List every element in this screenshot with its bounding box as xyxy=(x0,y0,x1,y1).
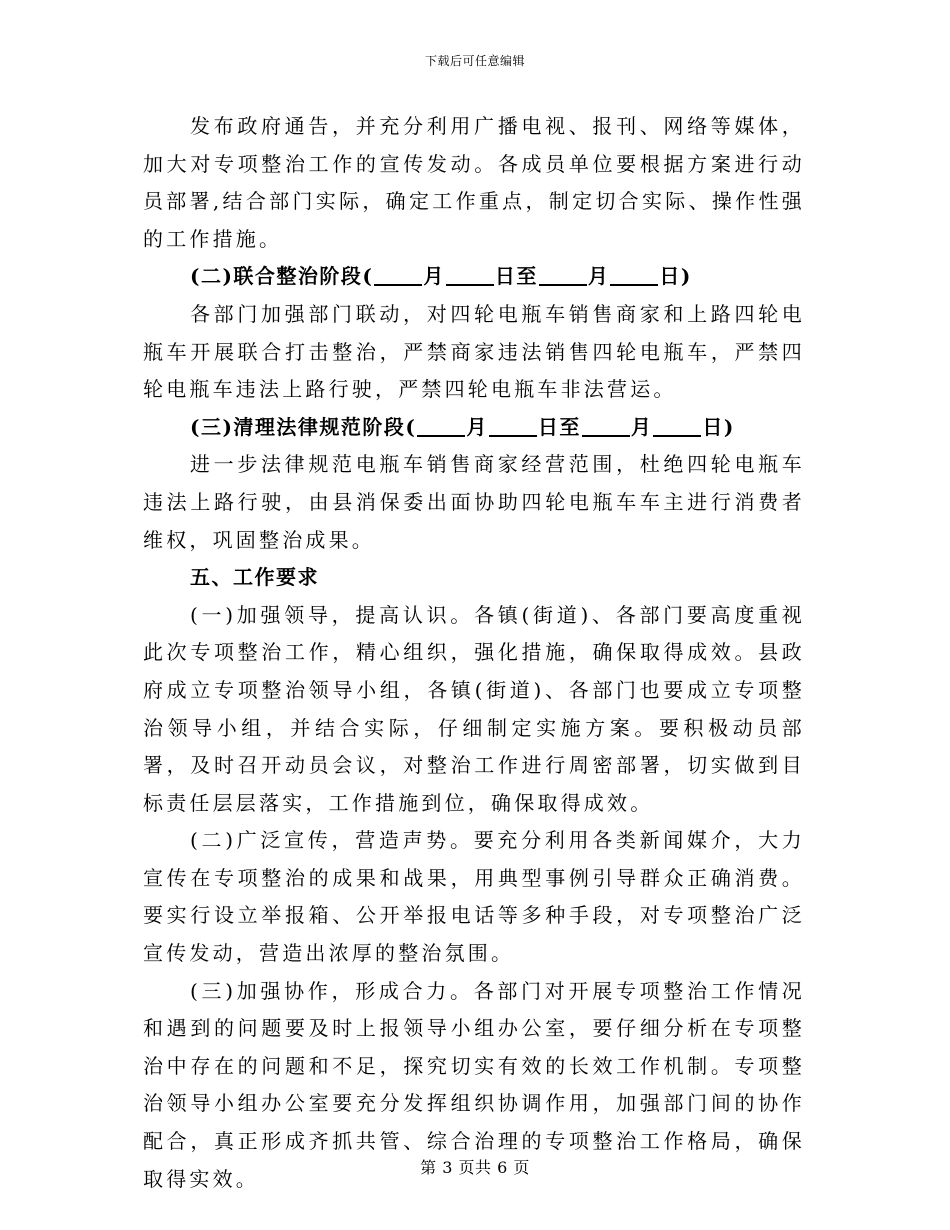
heading-day-to: 日至 xyxy=(494,264,538,289)
heading-title: (三)清理法律规范阶段( xyxy=(190,414,417,439)
paragraph: (一)加强领导，提高认识。各镇(街道)、各部门要高度重视此次专项整治工作，精心组织，强化措施，确保取得成效。县政府成立专项整治领导小组，各镇(街道)、各部门也要成立专项整治领导小组，并结合实际，仔细制定实施方案。要积极动员部署，及时召开动员会议，对整治工作进行周密部署，切实做到目标责任层层落实，工作措施到位，确保取得成效。 xyxy=(143,602,805,815)
section-heading-joint-rectification xyxy=(143,258,805,296)
blank-line xyxy=(417,415,465,437)
blank-line xyxy=(446,264,494,286)
paragraph: (三)加强协作，形成合力。各部门对开展专项整治工作情况和遇到的问题要及时上报领导小组办公室，要仔细分析在专项整治中存在的问题和不足，探究切实有效的长效工作机制。专项整治领导小组办公室要充分发挥组织协调作用，加强部门间的协作配合，真正形成齐抓共管、综合治理的专项整治工作格局，确保取得实效。 xyxy=(143,978,805,1191)
heading-month: 月 xyxy=(630,414,653,439)
blank-line xyxy=(489,415,537,437)
section-heading-work-requirements: 五、工作要求 xyxy=(190,565,319,590)
paragraph: (二)广泛宣传，营造声势。要充分利用各类新闻媒介，大力宣传在专项整治的成果和战果，用典型事例引导群众正确消费。要实行设立举报箱、公开举报电话等多种手段，对专项整治广泛宣传发动，营造出浓厚的整治氛围。 xyxy=(143,828,805,966)
blank-line xyxy=(539,264,587,286)
heading-month: 月 xyxy=(423,264,445,289)
heading-day-to: 日至 xyxy=(537,414,581,439)
document-body xyxy=(143,108,805,1198)
blank-line xyxy=(374,264,422,286)
page-footer: 第 3 页共 6 页 xyxy=(420,1158,530,1177)
page-header: 下载后可任意编辑 xyxy=(424,54,525,68)
heading-day-end: 日) xyxy=(702,414,735,439)
paragraph: 发布政府通告，并充分利用广播电视、报刊、网络等媒体，加大对专项整治工作的宣传发动。各成员单位要根据方案进行动员部署,结合部门实际，确定工作重点，制定切合实际、操作性强的工作措施。 xyxy=(143,114,805,251)
heading-month: 月 xyxy=(587,264,610,289)
blank-line xyxy=(653,415,701,437)
heading-title: (二)联合整治阶段( xyxy=(190,264,374,289)
blank-line xyxy=(610,264,658,286)
blank-line xyxy=(582,415,630,437)
heading-day-end: 日) xyxy=(659,264,692,289)
paragraph: 进一步法律规范电瓶车销售商家经营范围，杜绝四轮电瓶车违法上路行驶，由县消保委出面协助四轮电瓶车车主进行消费者维权，巩固整治成果。 xyxy=(143,452,805,552)
heading-month: 月 xyxy=(466,414,488,439)
paragraph: 各部门加强部门联动，对四轮电瓶车销售商家和上路四轮电瓶车开展联合打击整治，严禁商家违法销售四轮电瓶车，严禁四轮电瓶车违法上路行驶，严禁四轮电瓶车非法营运。 xyxy=(143,301,805,402)
section-heading-legal-regulation xyxy=(143,409,805,447)
